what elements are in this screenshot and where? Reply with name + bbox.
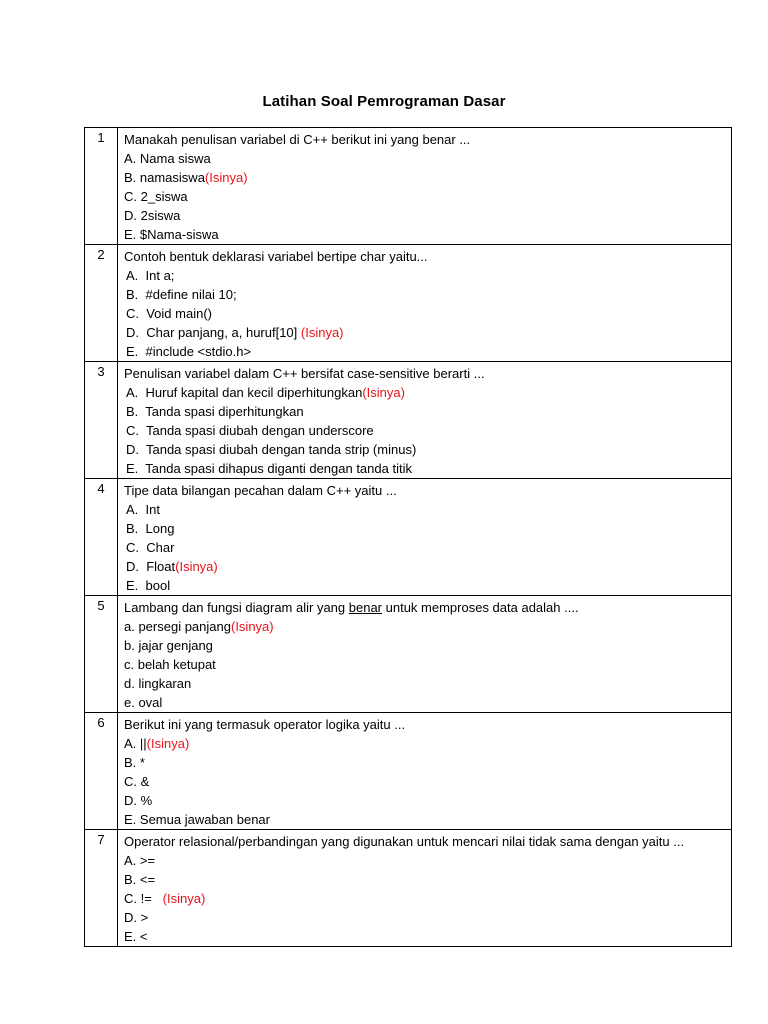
question-number: 5	[85, 596, 118, 713]
question-number: 2	[85, 245, 118, 362]
option-a	[124, 266, 731, 285]
question-text: Operator relasional/perbandingan yang digunakan untuk mencari nilai tidak sama dengan yaitu ...	[124, 834, 685, 849]
option-text: E. <	[124, 929, 148, 944]
option-text: b. jajar genjang	[124, 638, 213, 653]
question-number: 1	[85, 128, 118, 245]
option-e	[124, 459, 731, 478]
option-text: B. <=	[124, 872, 156, 887]
option-text: e. oval	[124, 695, 163, 710]
option-text: B. #define nilai 10;	[126, 287, 237, 302]
page-title: Latihan Soal Pemrograman Dasar	[262, 93, 506, 110]
option-c	[124, 655, 731, 674]
question-cell	[118, 596, 732, 713]
option-text: A. Int	[126, 502, 160, 517]
option-e	[124, 693, 731, 712]
question-number: 6	[85, 713, 118, 830]
answer-marker: (Isinya)	[175, 559, 218, 574]
option-text: D. Tanda spasi diubah dengan tanda strip (minus)	[126, 442, 417, 457]
option-text: A. Huruf kapital dan kecil diperhitungkan	[126, 385, 363, 400]
answer-marker: (Isinya)	[300, 325, 344, 340]
option-text: A. >=	[124, 853, 156, 868]
option-d	[124, 440, 731, 459]
option-e	[124, 576, 731, 595]
option-text: D. %	[124, 793, 153, 808]
option-d	[124, 791, 731, 810]
option-c	[124, 538, 731, 557]
question-row	[85, 479, 732, 596]
option-text: B. Long	[126, 521, 175, 536]
option-a	[124, 149, 731, 168]
option-text: D. Float	[126, 559, 176, 574]
answer-marker: (Isinya)	[162, 891, 206, 906]
option-text: E. Semua jawaban benar	[124, 812, 270, 827]
option-e	[124, 810, 731, 829]
answer-marker: (Isinya)	[204, 170, 248, 185]
question-text: Penulisan variabel dalam C++ bersifat case-sensitive berarti ...	[124, 366, 485, 381]
question-cell	[118, 128, 732, 245]
option-text: A. Nama siswa	[124, 151, 211, 166]
option-text: D. Char panjang, a, huruf[10]	[126, 325, 301, 340]
option-text: a. persegi panjang	[124, 619, 231, 634]
option-a	[124, 734, 731, 753]
option-text: C. Void main()	[126, 306, 212, 321]
option-b	[124, 285, 731, 304]
question-text: Contoh bentuk deklarasi variabel bertipe char yaitu...	[124, 249, 428, 264]
option-text: d. lingkaran	[124, 676, 192, 691]
option-e	[124, 927, 731, 946]
option-b	[124, 519, 731, 538]
question-cell	[118, 245, 732, 362]
question-row	[85, 362, 732, 479]
question-row	[85, 128, 732, 245]
option-d	[124, 908, 731, 927]
option-text: C. &	[124, 774, 150, 789]
question-text: Tipe data bilangan pecahan dalam C++ yaitu ...	[124, 483, 397, 498]
question-row	[85, 245, 732, 362]
option-c	[124, 304, 731, 323]
option-text: A. Int a;	[126, 268, 175, 283]
option-text: B. namasiswa	[124, 170, 205, 185]
option-c	[124, 187, 731, 206]
underlined-word: benar	[348, 600, 383, 615]
option-text: E. $Nama-siswa	[124, 227, 219, 242]
option-text: A. ||	[124, 736, 147, 751]
option-text: D. 2siswa	[124, 208, 181, 223]
question-cell	[118, 713, 732, 830]
option-text: E. #include <stdio.h>	[126, 344, 252, 359]
question-cell	[118, 830, 732, 947]
question-number: 7	[85, 830, 118, 947]
option-text: c. belah ketupat	[124, 657, 216, 672]
option-b	[124, 168, 731, 187]
answer-marker: (Isinya)	[146, 736, 190, 751]
option-text: C. Char	[126, 540, 175, 555]
option-d	[124, 674, 731, 693]
option-text: C. !=	[124, 891, 163, 906]
answer-marker: (Isinya)	[230, 619, 274, 634]
option-b	[124, 402, 731, 421]
question-row	[85, 596, 732, 713]
question-text: Berikut ini yang termasuk operator logika yaitu ...	[124, 717, 406, 732]
option-e	[124, 342, 731, 361]
question-cell	[118, 479, 732, 596]
option-b	[124, 870, 731, 889]
option-a	[124, 617, 731, 636]
option-d	[124, 206, 731, 225]
question-row	[85, 830, 732, 947]
question-row	[85, 713, 732, 830]
option-text: E. Tanda spasi dihapus diganti dengan tanda titik	[126, 461, 412, 476]
option-text: C. Tanda spasi diubah dengan underscore	[126, 423, 374, 438]
option-b	[124, 636, 731, 655]
option-text: B. *	[124, 755, 145, 770]
option-b	[124, 753, 731, 772]
question-number: 3	[85, 362, 118, 479]
option-a	[124, 851, 731, 870]
option-c	[124, 772, 731, 791]
question-text-end: untuk memproses data adalah ....	[382, 600, 579, 615]
option-c	[124, 421, 731, 440]
option-d	[124, 557, 731, 576]
option-e	[124, 225, 731, 244]
option-text: D. >	[124, 910, 149, 925]
answer-marker: (Isinya)	[362, 385, 405, 400]
option-a	[124, 383, 731, 402]
option-text: E. bool	[126, 578, 171, 593]
question-text	[124, 598, 731, 617]
option-c	[124, 889, 731, 908]
question-text-start: Lambang dan fungsi diagram alir yang	[124, 600, 349, 615]
question-text: Manakah penulisan variabel di C++ berikut ini yang benar ...	[124, 132, 471, 147]
option-text: C. 2_siswa	[124, 189, 188, 204]
option-text: B. Tanda spasi diperhitungkan	[126, 404, 304, 419]
question-cell	[118, 362, 732, 479]
question-table	[84, 127, 732, 947]
option-a	[124, 500, 731, 519]
option-d	[124, 323, 731, 342]
question-number: 4	[85, 479, 118, 596]
